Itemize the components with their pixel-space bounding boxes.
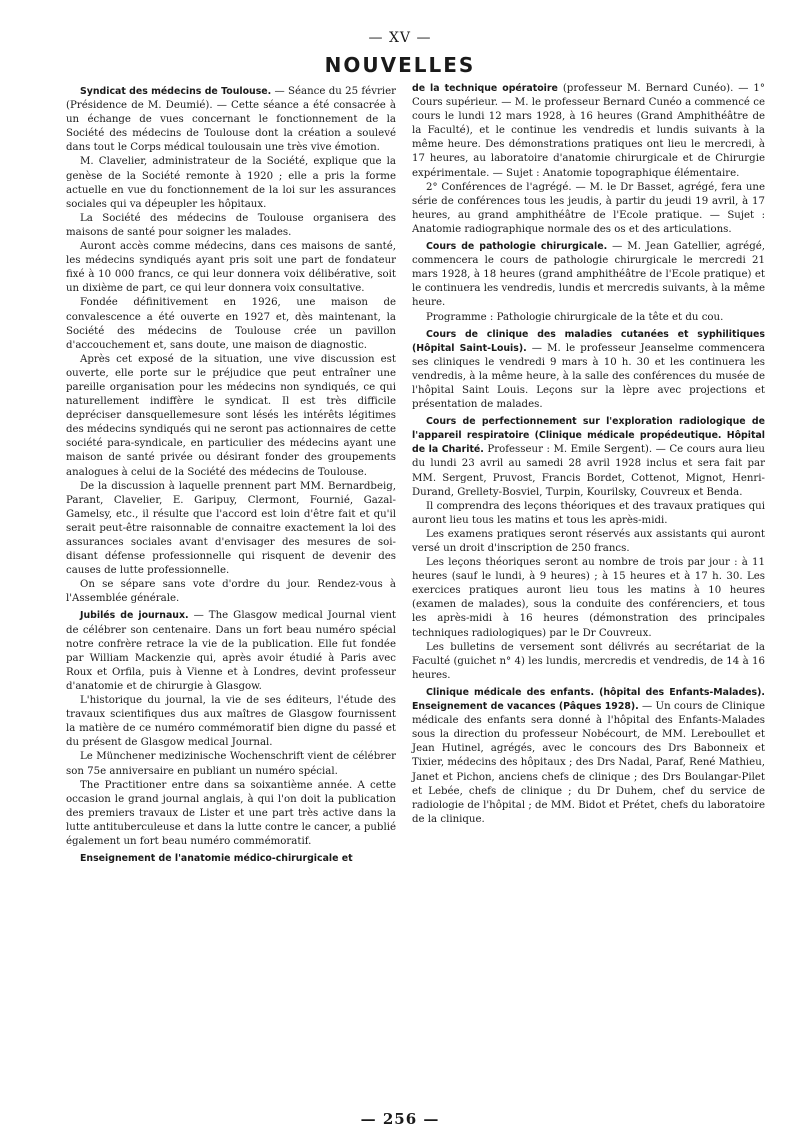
item-text: Fondée définitivement en 1926, une maison de convalescence a été ouverte en 1927 et, dès maintenant, la Société des médecins de Toulouse crée un pavillon d'accouchement et, sans doute, une maison de diagnostic. [66, 297, 396, 351]
right-column [412, 82, 765, 827]
paragraph [412, 181, 765, 237]
item-heading: Clinique médicale des enfants. (hôpital des Enfants-Malades). Enseignement de vacances (Pâques 1928). [412, 686, 765, 713]
paragraph [66, 353, 396, 480]
item-heading: Jubilés de journaux. [80, 610, 189, 622]
item-text: — Un cours de Clinique médicale des enfants sera donné à l'hôpital des Enfants-Malades sous la direction du professeur Nobécourt, de MM. Lereboullet et Jean Hutinel, agrégés, avec le concours des Drs Babonneix et Tixier, médecins des hôpitaux ; des Drs Nadal, Paraf, René Mathieu, Janet et Pichon, anciens chefs de clinique ; des Drs Boulangar-Pilet et Lebée, chefs de clinique ; du Dr Duhem, chef du service de radiologie de l'hôpital ; de MM. Bidot et Prétet, chefs du laboratoire de la clinique. [412, 701, 765, 825]
item-text: M. Clavelier, administrateur de la Société, explique que la genèse de la Société remonte à 1920 ; elle a pris la forme actuelle en vue du fonctionnement de la loi sur les assurances sociales qui va dépeupler les hôpitaux. [66, 156, 396, 210]
item-text: — M. le professeur Jeanselme commencera ses cliniques le vendredi 9 mars à 10 h. 30 et les continuera les vendredis, à la même heure, à la salle des conférences du musée de l'hôpital Saint Louis. Leçons sur la lèpre avec projections et présentation de malades. [412, 342, 765, 411]
item-text: — Séance du 25 février (Présidence de M. Deumié). — Cette séance a été consacrée à un échange de vues concernant le fonctionnement de la Société des médecins de Toulouse dont la création a soulevé dans tout le Corps médical toulousain une très vive émotion. [66, 86, 396, 154]
paragraph [66, 480, 396, 579]
paragraph [412, 500, 765, 528]
item-heading: de la technique opératoire [412, 83, 558, 94]
paragraph [66, 779, 396, 849]
item-text: Le Münchener medizinische Wochenschrift vient de célébrer son 75e anniversaire en publiant un numéro spécial. [66, 751, 396, 777]
item-text: Il comprendra des leçons théoriques et des travaux pratiques qui auront lieu tous les matins et tous les après-midi. [412, 500, 765, 526]
item-text: Après cet exposé de la situation, une vive discussion est ouverte, elle porte sur le préjudice que peut entraîner une pareille organisation pour les médecins non syndiqués, ce qui naturellement indiffère le syndicat. Il est très difficile depréciser dansquellemesure sont lésés les intérêts légitimes des médecins syndiqués qui ne seront pas actionnaires de cette société para-syndicale, en particulier des médecins ayant une maison de santé privée ou désirant fonder des groupements analogues à celui de la Société des médecins de Toulouse. [66, 353, 396, 478]
paragraph [66, 212, 396, 240]
item-text: The Practitioner entre dans sa soixantième année. A cette occasion le grand journal anglais, à qui l'on doit la publication des premiers travaux de Lister et une part très active dans la lutte antituberculeuse et dans la lutte contre le cancer, a publié également un fort beau numéro commémoratif. [66, 779, 396, 847]
news-item [66, 85, 396, 155]
paragraph [66, 750, 396, 778]
news-item [66, 609, 396, 694]
item-text: 2° Conférences de l'agrégé. — M. le Dr Basset, agrégé, fera une série de conférences tous les jeudis, à partir du jeudi 19 avril, à 17 heures, au grand amphithéâtre de l'Ecole pratique. — Sujet : Anatomie radiographique normale des os et des articulations. [412, 181, 765, 235]
paragraph [66, 578, 396, 606]
news-item [66, 852, 396, 866]
paragraph [412, 556, 765, 641]
item-text: L'historique du journal, la vie de ses éditeurs, l'étude des travaux scientifiques dus aux maîtres de Glasgow fournissent la matière de ce numéro commémoratif bien digne du passé et du présent de Glasgow medical Journal. [66, 695, 396, 749]
roman-page-number: — XV — [368, 30, 432, 46]
paragraph [412, 311, 765, 325]
item-text: (professeur M. Bernard Cunéo). — 1° Cours supérieur. — M. le professeur Bernard Cunéo a commencé ce cours le lundi 12 mars 1928, à 16 heures (Grand Amphithéâtre de la Faculté), et le continue les vendredis et lundis suivants à la même heure. Des démonstrations pratiques ont lieu le mercredi, à 17 heures, au laboratoire d'anatomie chirurgicale et de Chirurgie expérimentale. — Sujet : Anatomie topographique élémentaire. [412, 83, 765, 179]
news-item [412, 82, 765, 181]
item-text: De la discussion à laquelle prennent part MM. Bernardbeig, Parant, Clavelier, E. Garipuy, Clermont, Fournié, Gazal-Gamelsy, etc., il résulte que l'accord est loin d'être fait et qu'il serait peut-être raisonnable de connaitre exactement la loi des assurances sociales avant d'envisager des mesures de soi-disant défense professionnelle qui risquent de devenir des causes de lutte professionnelle. [66, 480, 396, 577]
item-heading: Cours de clinique des maladies cutanées et syphilitiques (Hôpital Saint-Louis). [412, 328, 765, 354]
paragraph [412, 528, 765, 556]
paragraph [412, 641, 765, 683]
item-text: Programme : Pathologie chirurgicale de la tête et du cou. [426, 311, 724, 323]
paragraph [66, 296, 396, 352]
news-item [412, 415, 765, 500]
left-column [66, 82, 396, 866]
item-text: Les bulletins de versement sont délivrés au secrétariat de la Faculté (guichet n° 4) les lundis, mercredis et vendredis, de 14 à 16 heures. [412, 641, 765, 681]
item-text: Auront accès comme médecins, dans ces maisons de santé, les médecins syndiqués ayant pris soit une part de fondateur fixé à 10 000 francs, ce qui leur donnera voix délibérative, soit un dixième de part, ce qui leur donnera voix consultative. [66, 241, 396, 295]
news-item [412, 328, 765, 413]
item-text: Les leçons théoriques seront au nombre de trois par jour : à 11 heures (sauf le lundi, à 9 heures) ; à 15 heures et à 17 h. 30. Les exercices pratiques auront lieu tous les matins à 10 heures (examen de malades), sous la conduite des conférenciers, et tous les après-midi à 16 heures (démonstration des principales techniques radiologiques) par le Dr Couvreux. [412, 557, 765, 639]
item-heading: Cours de pathologie chirurgicale. [426, 241, 608, 253]
paragraph [66, 240, 396, 296]
item-heading: Enseignement de l'anatomie médico-chirurgicale et [80, 853, 353, 865]
item-text: On se sépare sans vote d'ordre du jour. Rendez-vous à l'Assemblée générale. [66, 579, 396, 605]
paragraph [66, 694, 396, 750]
page-number: — 256 — [360, 1110, 440, 1128]
item-text: Professeur : M. Emile Sergent). — Ce cours aura lieu du lundi 23 avril au samedi 28 avril 1928 inclus et sera fait par MM. Sergent, Pruvost, Francis Bordet, Cottenot, Mignot, Henri-Durand, Grellety-Bosviel, Turpin, Kourilsky, Couvreux et Benda. [412, 444, 765, 498]
section-title: NOUVELLES [324, 53, 476, 77]
item-heading: Cours de perfectionnement sur l'exploration radiologique de l'appareil respiratoire (Clinique médicale propédeutique. Hôpital de la Charité. [412, 416, 765, 456]
news-item [412, 240, 765, 310]
news-item [412, 686, 765, 827]
item-text: — The Glasgow medical Journal vient de célébrer son centenaire. Dans un fort beau numéro spécial notre confrère retrace la vie de la publication. Elle fut fondée par William Mackenzie qui, après avoir étudié à Paris avec Roux et Orfila, puis à Vienne et à Londres, devint professeur d'anatomie et de chirurgie à Glasgow. [66, 610, 397, 692]
paragraph [66, 155, 396, 211]
item-text: Les examens pratiques seront réservés aux assistants qui auront versé un droit d'inscription de 250 francs. [412, 528, 765, 554]
item-text: — M. Jean Gatellier, agrégé, commencera le cours de pathologie chirurgicale le mercredi 21 mars 1928, à 18 heures (grand amphithéâtre de l'Ecole pratique) et le continuera les vendredis, lundis et mercredis suivants, à la même heure. [412, 241, 765, 309]
item-text: La Société des médecins de Toulouse organisera des maisons de santé pour soigner les malades. [66, 212, 396, 238]
item-heading: Syndicat des médecins de Toulouse. [80, 86, 272, 97]
